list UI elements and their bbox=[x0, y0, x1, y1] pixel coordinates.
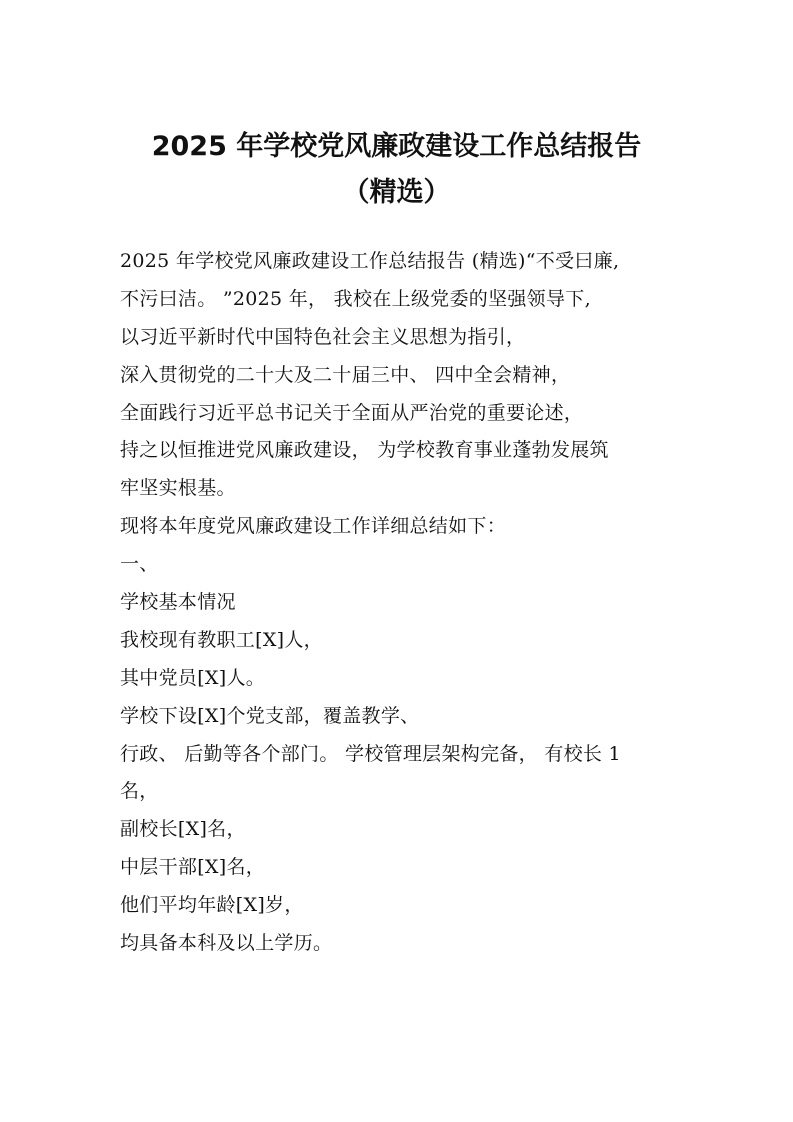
paragraph-line: 不污曰洁。 ”2025 年， 我校在上级党委的坚强领导下, bbox=[120, 287, 591, 310]
section-heading: 学校基本情况 bbox=[120, 591, 236, 614]
document-subtitle: （精选） bbox=[342, 177, 451, 208]
paragraph-line: 牢坚实根基。 bbox=[120, 477, 236, 500]
paragraph-line: 持之以恒推进党风廉政建设， 为学校教育事业蓬勃发展筑 bbox=[120, 439, 609, 462]
paragraph-line: 全面践行习近平总书记关于全面从严治党的重要论述， bbox=[120, 401, 584, 424]
paragraph-line: 学校下设[X]个党支部，覆盖教学、 bbox=[120, 704, 420, 727]
paragraph-line: 2025 年学校党风廉政建设工作总结报告 (精选)“不受曰廉, bbox=[120, 250, 620, 272]
paragraph-line: 他们平均年龄[X]岁， bbox=[120, 894, 304, 917]
paragraph-line: 均具备本科及以上学历。 bbox=[120, 932, 333, 955]
paragraph-line: 以习近平新时代中国特色社会主义思想为指引， bbox=[120, 325, 526, 348]
paragraph-line: 中层干部[X]名， bbox=[120, 856, 266, 879]
document-title: 2025 年学校党风廉政建设工作总结报告 bbox=[151, 131, 642, 162]
paragraph-line: 行政、 后勤等各个部门。 学校管理层架构完备， 有校长 1 bbox=[120, 742, 621, 765]
section-number: 一、 bbox=[120, 553, 159, 576]
paragraph-line: 深入贯彻党的二十大及二十届三中、 四中全会精神， bbox=[120, 363, 571, 386]
paragraph-line: 名， bbox=[120, 780, 159, 803]
paragraph-line: 副校长[X]名， bbox=[120, 818, 246, 841]
document-body bbox=[120, 243, 680, 963]
paragraph-line: 我校现有教职工[X]人， bbox=[120, 628, 323, 651]
paragraph-line: 现将本年度党风廉政建设工作详细总结如下： bbox=[120, 515, 507, 538]
paragraph-line: 其中党员[X]人。 bbox=[120, 666, 266, 689]
